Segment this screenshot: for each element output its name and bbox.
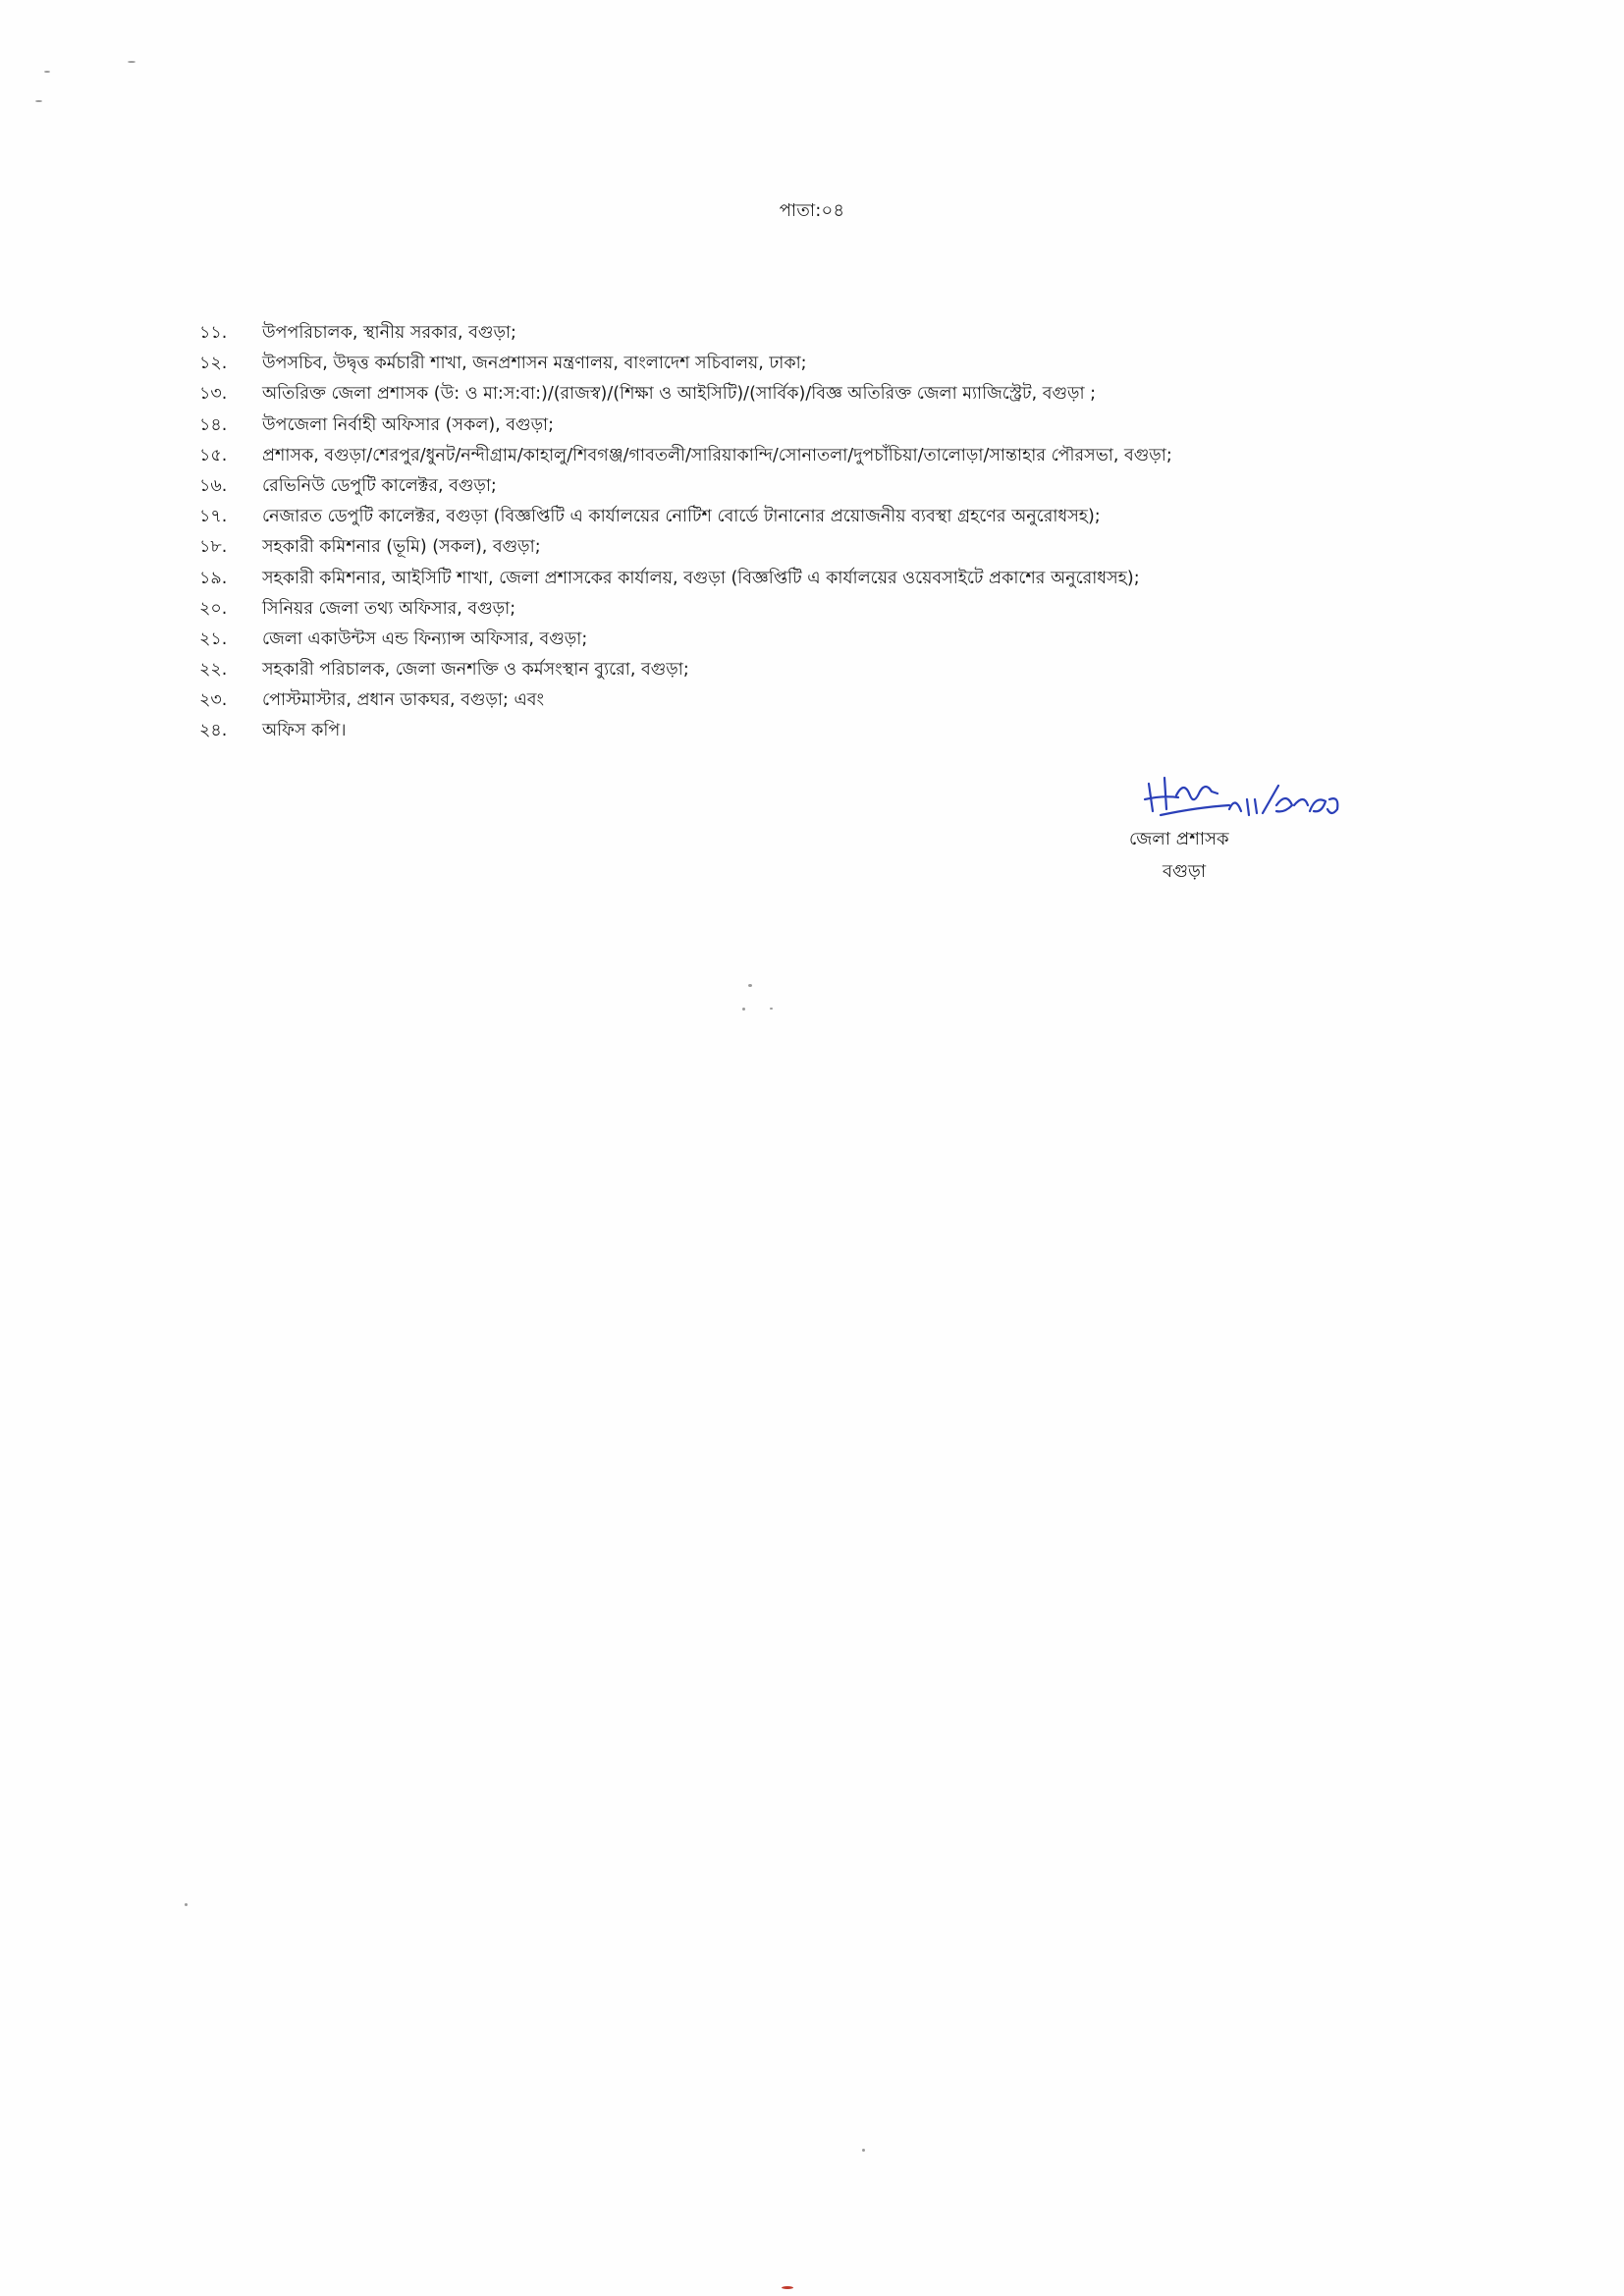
item-text: নেজারত ডেপুটি কালেক্টর, বগুড়া (বিজ্ঞপ্তিটি এ কার্যালয়ের নোটিশ বোর্ডে টানানোর প্রয়োজনীয় ব্যবস্থা গ্রহণের অনুরোধসহ); [262,507,1101,527]
item-text: রেভিনিউ ডেপুটি কালেক্টর, বগুড়া; [262,475,497,496]
scan-speck [748,984,752,987]
item-text: পোস্টমাস্টার, প্রধান ডাকঘর, বগুড়া; এবং [262,690,545,711]
list-item [199,502,1476,532]
item-text: উপসচিব, উদ্বৃত্ত কর্মচারী শাখা, জনপ্রশাসন মন্ত্রণালয়, বাংলাদেশ সচিবালয়, ঢাকা; [262,354,807,374]
scan-speck [44,71,50,73]
item-text: সহকারী কমিশনার (ভূমি) (সকল), বগুড়া; [262,537,541,558]
list-item [199,379,1476,410]
item-number: ১৭. [199,507,228,527]
scan-speck [770,1008,773,1010]
scan-speck [128,61,135,63]
item-text: উপপরিচালক, স্থানীয় সরকার, বগুড়া; [262,323,516,343]
scan-speck [742,1008,745,1011]
item-text: সিনিয়র জেলা তথ্য অফিসার, বগুড়া; [262,598,516,619]
scan-speck [782,2286,793,2289]
item-number: ১৩. [199,384,228,405]
scan-speck [185,1903,188,1906]
item-text: উপজেলা নির্বাহী অফিসার (সকল), বগুড়া; [262,414,555,435]
item-text: জেলা একাউন্টস এন্ড ফিন্যান্স অফিসার, বগুড়া; [262,629,588,649]
item-number: ১৪. [199,414,228,435]
signer-location: বগুড়া [1163,861,1207,882]
list-item [199,532,1476,563]
item-text: অফিস কপি। [262,721,347,741]
list-item [199,564,1476,594]
list-item [199,471,1476,502]
list-item [199,625,1476,655]
item-number: ১২. [199,354,228,374]
item-number: ১৯. [199,568,228,588]
item-number: ২৪. [199,721,228,741]
item-number: ১৬. [199,475,228,496]
item-text: সহকারী কমিশনার, আইসিটি শাখা, জেলা প্রশাসকের কার্যালয়, বগুড়া (বিজ্ঞপ্তিটি এ কার্যালয়ের ওয়েবসাইটে প্রকাশের অনুরোধসহ); [262,568,1140,588]
scan-speck [35,100,42,102]
list-item [199,594,1476,625]
item-number: ১১. [199,323,228,343]
distribution-list [199,318,1476,747]
item-number: ২৩. [199,690,228,711]
list-item [199,716,1476,746]
page-number: পাতা:০৪ [779,200,845,221]
item-number: ১৮. [199,537,228,558]
item-number: ২০. [199,598,228,619]
signature-block [1080,766,1355,903]
list-item [199,685,1476,716]
item-text: সহকারী পরিচালক, জেলা জনশক্তি ও কর্মসংস্থান ব্যুরো, বগুড়া; [262,660,689,681]
signer-title: জেলা প্রশাসক [1129,829,1229,849]
item-number: ২২. [199,660,228,681]
item-text: অতিরিক্ত জেলা প্রশাসক (উ: ও মা:স:বা:)/(রাজস্ব)/(শিক্ষা ও আইসিটি)/(সার্বিক)/বিজ্ঞ অতিরিক্ত জেলা ম্যাজিস্ট্রেট, বগুড়া ; [262,384,1097,405]
list-item [199,441,1476,471]
item-number: ১৫. [199,445,228,465]
list-item [199,349,1476,379]
item-text: প্রশাসক, বগুড়া/শেরপুর/ধুনট/নন্দীগ্রাম/কাহালু/শিবগঞ্জ/গাবতলী/সারিয়াকান্দি/সোনাতলা/দুপচাঁচিয়া/তালোড়া/সান্তাহার পৌরসভা, বগুড়া; [262,445,1172,465]
item-number: ২১. [199,629,228,649]
scan-speck [862,2149,865,2152]
list-item [199,655,1476,685]
list-item [199,410,1476,441]
list-item [199,318,1476,349]
